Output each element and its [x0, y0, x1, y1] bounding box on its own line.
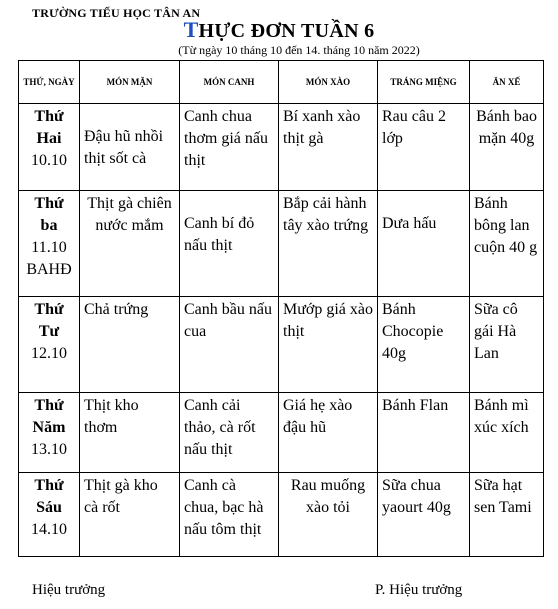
title-rest: HỰC ĐƠN TUẦN 6	[198, 20, 375, 42]
day-name: Sáu	[36, 499, 62, 516]
mon-canh-cell: Canh bí đỏ nấu thịt	[180, 191, 279, 297]
title-first-letter: T	[183, 17, 199, 42]
mon-xao-cell: Giá hẹ xào đậu hũ	[279, 393, 378, 473]
day-date: 10.10	[31, 152, 67, 169]
mon-canh-cell: Canh cà chua, bạc hà nấu tôm thịt	[180, 473, 279, 557]
table-row	[19, 393, 544, 473]
day-label: Thứ	[34, 477, 64, 494]
an-xe-cell: Bánh mì xúc xích	[470, 393, 544, 473]
table-header-row	[19, 61, 544, 104]
date-range: (Từ ngày 10 tháng 10 đến 14. tháng 10 năm 2022)	[178, 43, 420, 57]
col-header-xao: MÓN XÀO	[279, 61, 378, 104]
day-cell	[19, 393, 80, 473]
mon-man-cell: Đậu hũ nhồi thịt sốt cà	[80, 104, 180, 191]
mon-man-cell: Chả trứng	[80, 297, 180, 393]
table-row	[19, 104, 544, 191]
mon-man-cell: Thịt kho thơm	[80, 393, 180, 473]
trang-mieng-cell: Rau câu 2 lớp	[378, 104, 470, 191]
col-header-an-xe: ĂN XẾ	[470, 61, 544, 104]
table-row	[19, 473, 544, 557]
col-header-man: MÓN MẶN	[80, 61, 180, 104]
mon-man-cell: Thịt gà kho cà rốt	[80, 473, 180, 557]
day-date: 13.10	[31, 441, 67, 458]
day-cell	[19, 297, 80, 393]
day-label: Thứ	[34, 301, 64, 318]
day-date: 11.10	[31, 239, 67, 256]
an-xe-cell: Sữa hạt sen Tami	[470, 473, 544, 557]
day-date: 14.10	[31, 521, 67, 538]
table-row	[19, 297, 544, 393]
menu-title	[0, 17, 558, 43]
day-label: Thứ	[34, 108, 64, 125]
day-label: Thứ	[34, 195, 64, 212]
mon-xao-cell: Mướp giá xào thịt	[279, 297, 378, 393]
trang-mieng-cell: Bánh Flan	[378, 393, 470, 473]
an-xe-cell: Bánh bông lan cuộn 40 g	[470, 191, 544, 297]
mon-xao-cell: Bí xanh xào thịt gà	[279, 104, 378, 191]
trang-mieng-cell: Dưa hấu	[378, 191, 470, 297]
mon-xao-cell: Bắp cải hành tây xào trứng	[279, 191, 378, 297]
principal-signature-label: Hiệu trưởng	[32, 582, 106, 598]
col-header-trang-mieng: TRÁNG MIỆNG	[378, 61, 470, 104]
table-row	[19, 191, 544, 297]
mon-canh-cell: Canh cải thảo, cà rốt nấu thịt	[180, 393, 279, 473]
mon-canh-cell: Canh bầu nấu cua	[180, 297, 279, 393]
trang-mieng-cell: Bánh Chocopie 40g	[378, 297, 470, 393]
mon-xao-cell: Rau muống xào tỏi	[279, 473, 378, 557]
day-name: Tư	[38, 323, 60, 340]
day-date: 12.10	[31, 345, 67, 362]
vice-principal-signature-label: P. Hiệu trưởng	[375, 582, 463, 598]
an-xe-cell: Bánh bao mặn 40g	[470, 104, 544, 191]
day-label: Thứ	[34, 397, 64, 414]
mon-man-cell: Thịt gà chiên nước mắm	[80, 191, 180, 297]
col-header-day: THỨ, NGÀY	[19, 61, 80, 104]
day-note: BAHĐ	[26, 261, 72, 278]
trang-mieng-cell: Sữa chua yaourt 40g	[378, 473, 470, 557]
day-name: Năm	[32, 419, 66, 436]
mon-canh-cell: Canh chua thơm giá nấu thịt	[180, 104, 279, 191]
an-xe-cell: Sữa cô gái Hà Lan	[470, 297, 544, 393]
day-cell	[19, 104, 80, 191]
col-header-canh: MÓN CANH	[180, 61, 279, 104]
day-name: Hai	[36, 130, 62, 147]
day-cell	[19, 191, 80, 297]
day-cell	[19, 473, 80, 557]
day-name: ba	[40, 217, 58, 234]
weekly-menu-table	[18, 60, 544, 557]
school-name: TRƯỜNG TIỂU HỌC TÂN AN	[32, 6, 201, 20]
